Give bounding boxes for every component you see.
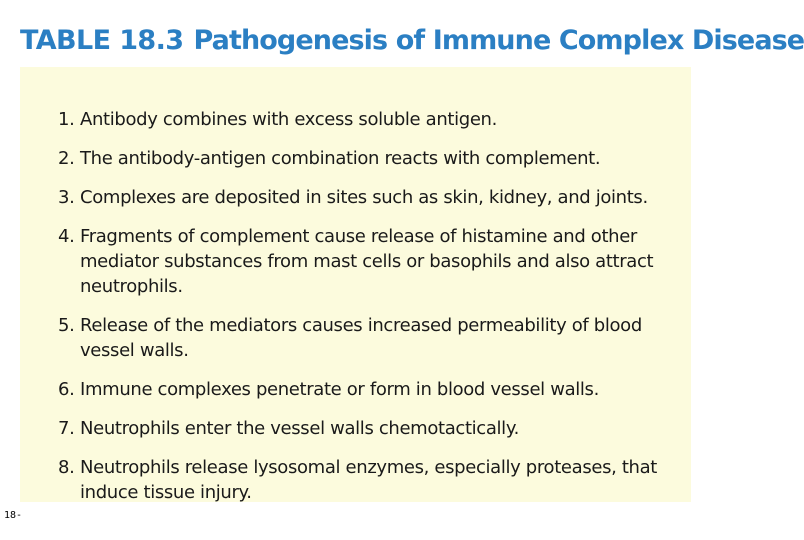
content-box	[20, 67, 691, 502]
step-text: Neutrophils enter the vessel walls chemotactically.	[80, 418, 519, 439]
step-item-5	[58, 313, 678, 363]
table-title: Pathogenesis of Immune Complex Disease	[193, 24, 804, 56]
step-text: Antibody combines with excess soluble antigen.	[80, 109, 497, 130]
step-text: Immune complexes penetrate or form in blood vessel walls.	[80, 379, 599, 400]
step-text: Release of the mediators causes increased permeability of blood vessel walls.	[80, 315, 642, 361]
step-item-7	[58, 416, 678, 441]
slide-number: 18-	[4, 510, 23, 521]
step-text: The antibody-antigen combination reacts with complement.	[80, 148, 601, 169]
step-item-3	[58, 185, 678, 210]
step-text: Neutrophils release lysosomal enzymes, especially proteases, that induce tissue injury.	[80, 457, 657, 503]
step-text: Complexes are deposited in sites such as skin, kidney, and joints.	[80, 187, 648, 208]
step-number: 1.	[58, 109, 75, 130]
step-number: 2.	[58, 148, 75, 169]
step-number: 5.	[58, 315, 75, 336]
step-text: Fragments of complement cause release of histamine and other mediator substances from mast cells or basophils and also attract neutrophils.	[80, 226, 654, 297]
step-number: 3.	[58, 187, 75, 208]
step-number: 4.	[58, 226, 75, 247]
step-item-2	[58, 146, 678, 171]
step-list	[58, 107, 678, 519]
step-item-8	[58, 455, 678, 505]
step-number: 8.	[58, 457, 75, 478]
step-number: 6.	[58, 379, 75, 400]
table-header	[20, 22, 804, 58]
table-number: TABLE 18.3	[20, 24, 184, 56]
step-item-4	[58, 224, 678, 299]
step-item-6	[58, 377, 678, 402]
step-number: 7.	[58, 418, 75, 439]
step-item-1	[58, 107, 678, 132]
